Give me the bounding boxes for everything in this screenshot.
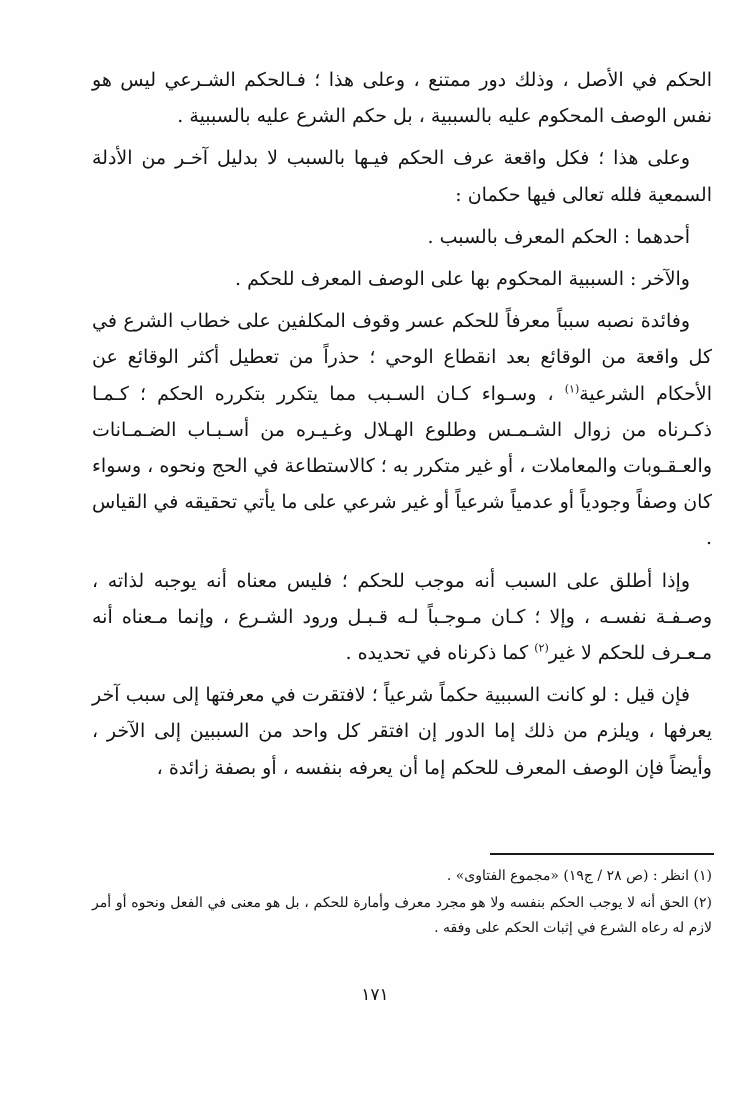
paragraph-6 [92,563,712,672]
main-text [92,62,712,792]
paragraph-6-part-2: كما ذكرناه في تحديده . [345,642,529,665]
paragraph-3: أحدهما : الحكم المعرف بالسبب . [427,225,690,248]
paragraph-5 [92,303,712,556]
footnote-divider [490,853,714,855]
page-number: ١٧١ [361,985,389,1005]
paragraph-5-part-1: وفائدة نصبه سبباً معرفاً للحكم عسر وقوف المكلفين على خطاب الشرع في كل واقعة من الوقائع بعد انقطاع الوحي ؛ حذراً من تعطيل أكثر الوقائع عن الأحكام الشرعية [92,310,712,405]
paragraph-4: والآخر : السببية المحكوم بها على الوصف المعرف للحكم . [235,268,690,291]
paragraph-1: الحكم في الأصل ، وذلك دور ممتنع ، وعلى هذا ؛ فـالحكم الشـرعي ليس هو نفس الوصف المحكوم عليه بالسببية ، بل حكم الشرع عليه بالسببية . [92,69,712,128]
footnote-2: (٢) الحق أنه لا يوجب الحكم بنفسه ولا هو مجرد معرف وأمارة للحكم ، بل هو معنى في الفعل ونحوه أو أمر لازم له رعاه الشرع في إثبات الحكم على وفقه . [92,895,712,936]
paragraph-6-part-1: وإذا أطلق على السبب أنه موجب للحكم ؛ فليس معناه أنه يوجبه لذاته ، وصـفـة نفسـه ، وإلا ؛ كـان مـوجـباً لـه قـبـل ورود الشـرع ، وإنما مـعناه أنه مـعـرف للحكم لا غير [92,569,712,665]
footnote-1: (١) انظر : (ص ٢٨ / ج١٩) «مجموع الفتاوى» . [446,868,712,884]
paragraph-5-part-2: ، وسـواء كـان السـبب مما يتكرر بتكرره الحكم ؛ كـمـا ذكـرناه من زوال الشـمـس وطلوع الهـلال وغـيـره من أسـبـاب الضـمـانات والعـقـوبات والمعاملات ، أو غير متكرر به ؛ كالاستطاعة في الحج ونحوه ، وسواء كان وصفاً وجودياً أو عدمياً شرعياً أو غير شرعي على ما يأتي تحقيقه في القياس . [92,382,712,550]
paragraph-7: فإن قيل : لو كانت السببية حكماً شرعياً ؛ لافتقرت في معرفتها إلى سبب آخر يعرفها ، ويلزم من ذلك إما الدور إن افتقر كل واحد من السببين إلى الآخر ، وأيضاً فإن الوصف المعرف للحكم إما أن يعرفه بنفسه ، أو بصفة زائدة ، [92,684,712,779]
footnote-ref-2[interactable]: (٢) [534,641,549,655]
footnote-ref-1[interactable]: (١) [564,382,580,396]
paragraph-2: وعلى هذا ؛ فكل واقعة عرف الحكم فيـها بالسبب لا بدليل آخـر من الأدلة السمعية فلله تعالى فيها حكمان : [92,147,712,206]
footnotes [92,864,712,943]
